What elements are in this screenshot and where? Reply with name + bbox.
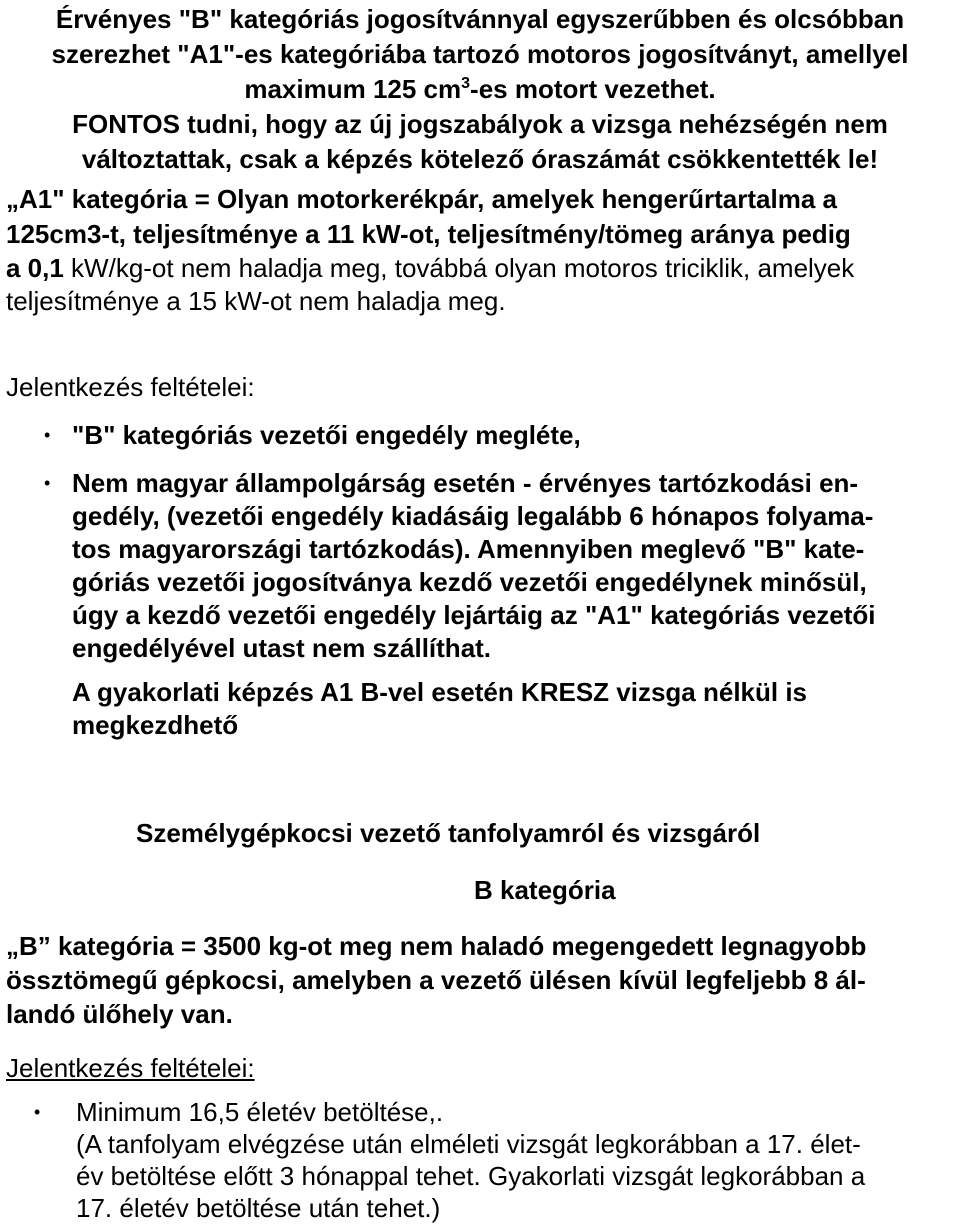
- practical-training-line-1: A gyakorlati képzés A1 B-vel esetén KRESZ vizsga nélkül is: [72, 677, 808, 707]
- b-requirement-line-1: Minimum 16,5 életév betöltése,.: [76, 1097, 444, 1127]
- bullet-icon: •: [44, 473, 51, 493]
- a1-requirement-2-line-5: úgy a kezdő vezetői engedély lejártáig az "A1" kategóriás vezetői: [72, 600, 876, 630]
- intro-line-3-rest: -es motort vezethet.: [470, 74, 716, 104]
- b-definition-line-3: landó ülőhely van.: [6, 999, 233, 1029]
- a1-requirement-2-line-3: tos magyarországi tartózkodás). Amennyiben meglevő "B" kate-: [72, 534, 865, 564]
- b-definition-line-2: össztömegű gépkocsi, amelyben a vezető ülésen kívül legfeljebb 8 ál-: [6, 965, 866, 995]
- a1-definition-line-4: teljesítménye a 15 kW-ot nem haladja meg.: [6, 286, 506, 316]
- a1-definition-line-3: [6, 251, 854, 285]
- intro-line-3: [0, 72, 960, 106]
- intro-line-1: Érvényes "B" kategóriás jogosítvánnyal egyszerűbben és olcsóbban: [55, 4, 905, 34]
- bullet-icon: •: [34, 1102, 41, 1122]
- a1-requirement-2-line-6: engedélyével utast nem szállíthat.: [72, 633, 492, 663]
- a1-requirement-1: "B" kategóriás vezetői engedély megléte,: [72, 420, 581, 450]
- b-section-title: Személygépkocsi vezető tanfolyamról és vizsgáról: [136, 818, 761, 848]
- intro-line-2: szerezhet "A1"-es kategóriába tartozó motoros jogosítványt, amellyel: [51, 39, 909, 69]
- superscript-3: 3: [461, 75, 471, 92]
- intro-line-4: FONTOS tudni, hogy az új jogszabályok a vizsga nehézségén nem: [72, 109, 888, 139]
- a1-definition-rest: kW/kg-ot nem haladja meg, továbbá olyan motoros triciklik, amelyek: [63, 253, 855, 283]
- a1-requirements-heading: Jelentkezés feltételei:: [6, 372, 255, 402]
- a1-definition-bold: a 0,1: [6, 253, 64, 283]
- b-requirement-line-2: (A tanfolyam elvégzése után elméleti vizsgát legkorábban a 17. élet-: [76, 1129, 861, 1159]
- b-section-subtitle: B kategória: [474, 875, 616, 905]
- a1-definition-line-1: „A1" kategória = Olyan motorkerékpár, amelyek hengerűrtartalma a: [6, 184, 837, 214]
- practical-training-line-2: megkezdhető: [72, 710, 239, 740]
- b-requirement-line-3: év betöltése előtt 3 hónappal tehet. Gyakorlati vizsgát legkorábban a: [76, 1161, 866, 1191]
- intro-line-5: változtattak, csak a képzés kötelező óraszámát csökkentették le!: [81, 144, 879, 174]
- b-definition-line-1: „B” kategória = 3500 kg-ot meg nem haladó megengedett legnagyobb: [6, 931, 867, 961]
- b-requirements-heading: Jelentkezés feltételei:: [6, 1053, 255, 1083]
- intro-line-3-text: maximum 125 cm: [244, 74, 462, 104]
- a1-definition-line-2: 125cm3-t, teljesítménye a 11 kW-ot, teljesítmény/tömeg aránya pedig: [6, 219, 851, 249]
- a1-requirement-2-line-4: góriás vezetői jogosítványa kezdő vezetői engedélynek minősül,: [72, 567, 867, 597]
- b-requirement-line-4: 17. életév betöltése után tehet.): [76, 1193, 441, 1223]
- a1-requirement-2-line-2: gedély, (vezetői engedély kiadásáig legalább 6 hónapos folyama-: [72, 501, 874, 531]
- a1-requirement-2-line-1: Nem magyar állampolgárság esetén - érvényes tartózkodási en-: [72, 468, 859, 498]
- bullet-icon: •: [44, 425, 51, 445]
